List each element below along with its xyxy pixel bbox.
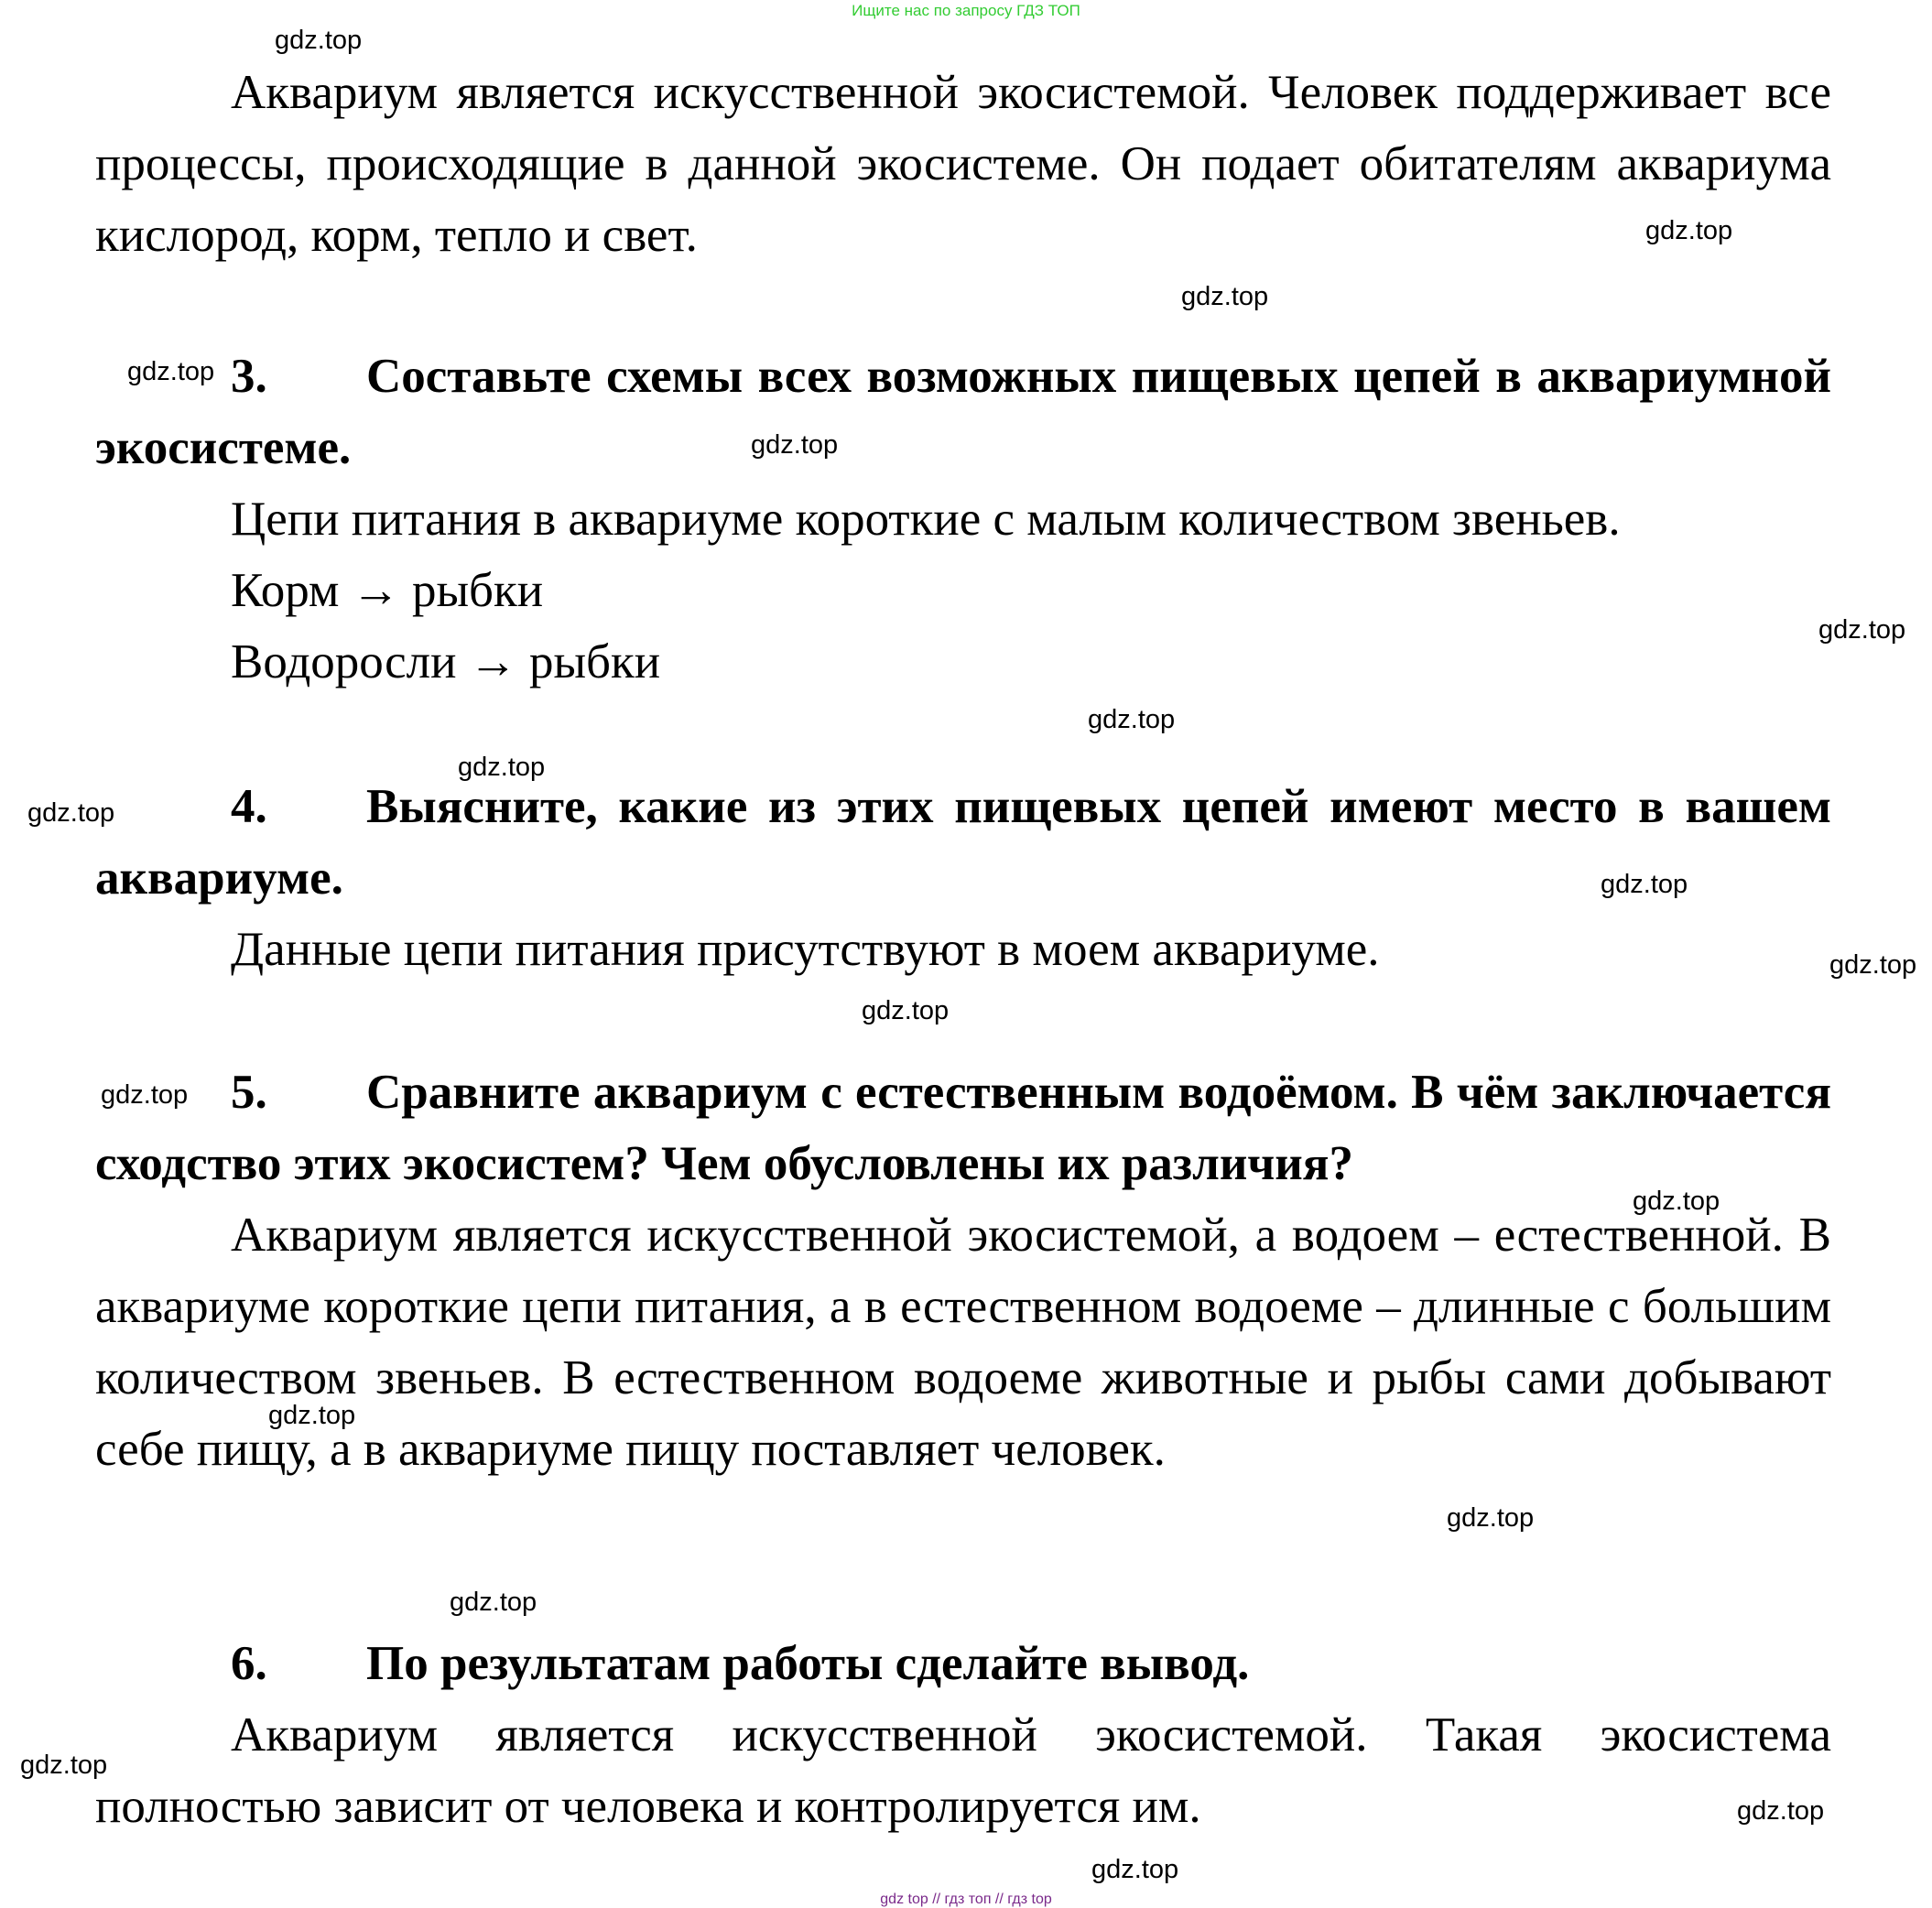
watermark: gdz.top xyxy=(101,1080,189,1110)
watermark: gdz.top xyxy=(1829,950,1917,980)
question-5-number: 5. xyxy=(231,1066,267,1119)
answer-3-line-3: Водоросли → рыбки xyxy=(231,635,661,688)
question-3 xyxy=(95,341,1831,483)
answer-5: Аквариум является искусственной экосистемой, а водоем – естественной. В аквариуме короткие цепи питания, а в естественном водоеме – длинные с большим количеством звеньев. В естественном водоеме животные и рыбы сами добывают себе пищу, а в аквариуме пищу поставляет человек. xyxy=(95,1209,1831,1476)
watermark: gdz.top xyxy=(751,430,839,460)
watermark: gdz.top xyxy=(458,753,546,782)
watermark: gdz.top xyxy=(862,996,950,1025)
watermark: gdz.top xyxy=(1088,705,1176,734)
question-3-number: 3. xyxy=(231,350,267,403)
watermark: gdz.top xyxy=(450,1588,537,1617)
top-banner[interactable]: Ищите нас по запросу ГДЗ ТОП xyxy=(852,2,1080,19)
answer-3-line-2: Корм → рыбки xyxy=(231,564,544,617)
question-6-text: По результатам работы сделайте вывод. xyxy=(366,1637,1250,1690)
watermark: gdz.top xyxy=(268,1401,356,1430)
question-4-number: 4. xyxy=(231,780,267,833)
watermark: gdz.top xyxy=(27,798,115,828)
watermark: gdz.top xyxy=(127,357,215,386)
watermark: gdz.top xyxy=(1737,1796,1825,1826)
answer-3-line-1: Цепи питания в аквариуме короткие с малым количеством звеньев. xyxy=(231,493,1621,546)
watermark: gdz.top xyxy=(275,26,363,55)
paragraph-intro: Аквариум является искусственной экосистемой. Человек поддерживает все процессы, происходящие в данной экосистеме. Он подает обитателям аквариума кислород, корм, тепло и свет. xyxy=(95,66,1831,262)
watermark: gdz.top xyxy=(1181,282,1269,311)
watermark: gdz.top xyxy=(1447,1503,1535,1533)
answer-4: Данные цепи питания присутствуют в моем аквариуме. xyxy=(231,923,1380,976)
watermark: gdz.top xyxy=(1091,1855,1179,1884)
question-5-text: Сравните аквариум с естественным водоёмом. В чём заключается сходство этих экосистем? Чем обусловлены их различия? xyxy=(95,1066,1831,1190)
watermark: gdz.top xyxy=(1633,1187,1720,1216)
watermark: gdz.top xyxy=(1645,216,1733,245)
question-4 xyxy=(95,771,1831,914)
question-4-text: Выясните, какие из этих пищевых цепей имеют место в вашем аквариуме. xyxy=(95,780,1831,905)
watermark: gdz.top xyxy=(1818,615,1906,645)
question-6-number: 6. xyxy=(231,1637,267,1690)
answer-6: Аквариум является искусственной экосистемой. Такая экосистема полностью зависит от человека и контролируется им. xyxy=(95,1708,1831,1833)
question-5 xyxy=(95,1057,1831,1199)
footer-links[interactable]: gdz top // гдз топ // гдз top xyxy=(880,1892,1052,1907)
question-3-text: Составьте схемы всех возможных пищевых цепей в аквариумной экосистеме. xyxy=(95,350,1831,474)
watermark: gdz.top xyxy=(1601,870,1688,899)
question-6 xyxy=(95,1628,1831,1699)
watermark: gdz.top xyxy=(20,1751,108,1780)
